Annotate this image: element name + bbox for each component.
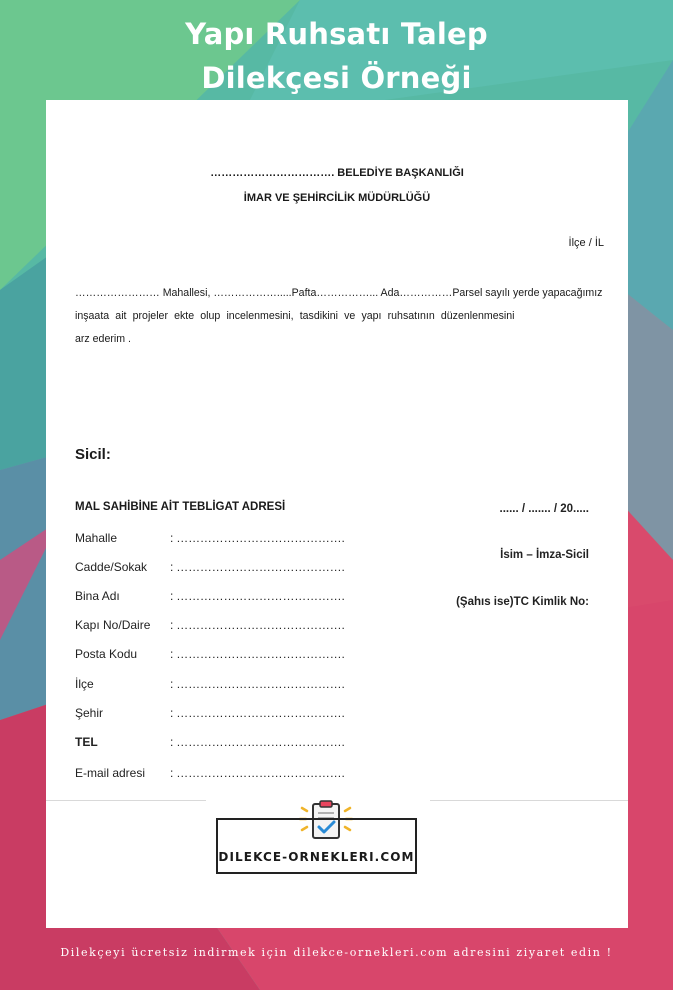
field-value: : …………………………………….	[170, 647, 345, 661]
field-label: E-mail adresi	[75, 766, 146, 780]
location-text: İlçe / İL	[568, 237, 604, 249]
signature-label: İsim – İmza-Sicil	[500, 549, 589, 561]
footer-note	[0, 946, 673, 959]
field-value: : …………………………………….	[170, 531, 345, 545]
page-title-line-2: Dilekçesi Örneği	[201, 61, 472, 95]
document-sheet	[46, 100, 628, 928]
sicil-label: Sicil:	[75, 446, 111, 463]
address-heading: MAL SAHİBİNE AİT TEBLİGAT ADRESİ	[75, 501, 286, 513]
department-header: İMAR VE ŞEHİRCİLİK MÜDÜRLÜĞÜ	[243, 192, 431, 204]
field-value: : …………………………………….	[170, 677, 345, 691]
field-label: Şehir	[75, 706, 104, 720]
field-label: Bina Adı	[75, 589, 120, 603]
body-line-3: arz ederim .	[75, 333, 131, 345]
body-line-1: …………………… Mahallesi, ……………….....Pafta……………... Ada……………Parsel sayılı yerde yapacağımız	[75, 287, 603, 299]
divider-left	[46, 800, 206, 801]
footer-site-link[interactable]: dilekce-ornekleri.com	[293, 946, 449, 959]
field-value: : …………………………………….	[170, 766, 345, 780]
field-label: Posta Kodu	[75, 647, 138, 661]
date-field: ...... / ....... / 20.....	[499, 503, 589, 515]
site-logo-box	[216, 818, 417, 874]
field-label: İlçe	[75, 677, 94, 691]
field-value: : …………………………………….	[170, 560, 345, 574]
body-line-2: inşaata ait projeler ekte olup incelenmesini, tasdikini ve yapı ruhsatının düzenlenmesini	[75, 310, 515, 322]
page-title-line-1: Yapı Ruhsatı Talep	[185, 17, 488, 51]
field-value: : …………………………………….	[170, 618, 345, 632]
divider-right	[430, 800, 628, 801]
site-logo-text: DILEKCE-ORNEKLERI.COM	[218, 850, 415, 864]
footer-text-before: Dilekçeyi ücretsiz indirmek için	[60, 946, 294, 959]
field-value: : …………………………………….	[170, 735, 345, 749]
field-label: Kapı No/Daire	[75, 618, 151, 632]
field-label: Mahalle	[75, 531, 118, 545]
field-value: : …………………………………….	[170, 706, 345, 720]
tc-id-label: (Şahıs ise)TC Kimlik No:	[456, 596, 589, 608]
field-label: Cadde/Sokak	[75, 560, 148, 574]
footer-text-after: adresini ziyaret edin !	[448, 946, 613, 959]
field-value: : …………………………………….	[170, 589, 345, 603]
field-label: TEL	[75, 735, 98, 749]
municipality-header: ……………………………. BELEDİYE BAŞKANLIĞI	[210, 167, 464, 179]
